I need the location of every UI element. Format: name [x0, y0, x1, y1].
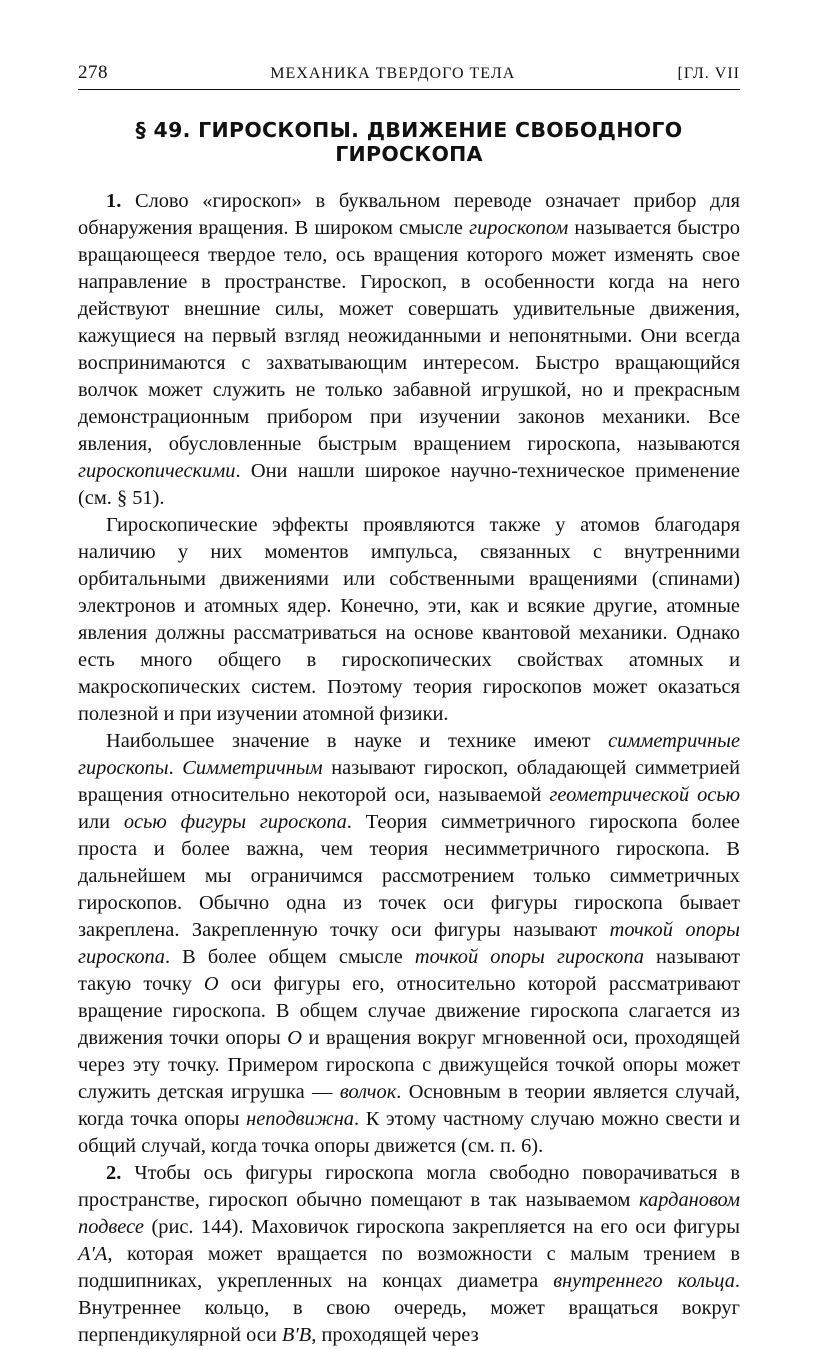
emphasis-text: неподвижна: [246, 1108, 355, 1130]
emphasis-text: внутреннего кольца: [553, 1270, 735, 1292]
text-run: и вращения вокруг мгновенной оси, проходящей через эту точку. Примером гироскопа с движущейся точкой опоры может служить детская игрушка —: [78, 1027, 740, 1103]
text-run: называют гироскоп, обладающей симметрией вращения относительно некоторой оси, называемой: [78, 757, 740, 806]
emphasis-text: A′A: [78, 1243, 108, 1265]
emphasis-text: Симметричным: [182, 757, 323, 779]
paragraph: [78, 512, 740, 728]
emphasis-text: точкой опоры гироскопа: [414, 946, 644, 968]
text-run: (рис. 144). Маховичок гироскопа закрепляется на его оси фигуры: [143, 1216, 740, 1238]
emphasis-text: кардановом подвесе: [78, 1189, 740, 1238]
emphasis-text: O: [287, 1027, 302, 1049]
emphasis-text: волчок: [339, 1081, 397, 1103]
text-run: Наибольшее значение в науке и технике имеют: [106, 730, 609, 752]
emphasis-text: гироскопом: [469, 217, 569, 239]
text-run: Гироскопические эффекты проявляются также у атомов благодаря наличию у них моментов импульса, связанных с внутренними орбитальными движениями или собственными вращениями (спинами) электронов и атомных ядер. Конечно, эти, как и всякие другие, атомные явления должны рассматриваться на основе квантовой механики. Однако есть много общего в гироскопических свойствах атомных и макроскопических систем. Поэтому теория гироскопов может оказаться полезной и при изучении атомной физики.: [78, 514, 740, 725]
paragraph: [78, 188, 740, 512]
chapter-marker: [ГЛ. VII: [677, 65, 740, 82]
text-run: называют такую точку: [78, 946, 741, 995]
text-run: , проходящей через: [311, 1324, 479, 1346]
text-run: . Основным в теории является случай, когда точка опоры: [78, 1081, 740, 1130]
text-run: . В более общем смысле: [164, 946, 415, 968]
text-run: называется быстро вращающееся твердое тело, ось вращения которого может изменять свое направление в пространстве. Гироскоп, в особенности когда на него действуют внешние силы, может совершать удивительные движения, кажущиеся на первый взгляд неожиданными и непонятными. Они всегда воспринимаются с захватывающим интересом. Быстро вращающийся волчок может служить не только забавной игрушкой, но и прекрасным демонстрационным прибором при изучении законов механики. Все явления, обусловленные быстрым вращением гироскопа, называются: [78, 217, 740, 455]
paragraph: [78, 1160, 740, 1349]
section-title: § 49. ГИРОСКОПЫ. ДВИЖЕНИЕ СВОБОДНОГО ГИРОСКОПА: [135, 118, 683, 166]
emphasis-text: O: [203, 973, 219, 995]
text-run: . Теория симметричного гироскопа более проста и более важна, чем теория несимметричного гироскопа. В дальнейшем мы ограничимся рассмотрением только симметричных гироскопов. Обычно одна из точек оси фигуры гироскопа бывает закреплена. Закрепленную точку оси фигуры называют: [78, 811, 740, 941]
text-run: или: [78, 811, 124, 833]
emphasis-text: симметричные гироскопы: [78, 730, 740, 779]
emphasis-text: геометрической осью: [549, 784, 740, 806]
page-number: 278: [78, 62, 108, 83]
text-run: Чтобы ось фигуры гироскопа могла свободно поворачиваться в пространстве, гироскоп обычно помещают в так называемом: [78, 1162, 740, 1211]
item-number: 1.: [106, 190, 122, 212]
text-run: . Внутреннее кольцо, в свою очередь, может вращаться вокруг перпендикулярной оси: [78, 1270, 740, 1346]
item-number: 2.: [106, 1162, 122, 1184]
emphasis-text: точкой опоры гироскопа: [78, 919, 740, 968]
running-head: [78, 62, 740, 90]
text-run: . Они нашли широкое научно-техническое применение (см. § 51).: [78, 460, 740, 509]
text-run: .: [168, 757, 183, 779]
running-title: МЕХАНИКА ТВЕРДОГО ТЕЛА: [270, 65, 516, 82]
body-text: [78, 188, 740, 1349]
emphasis-text: осью фигуры гироскопа: [123, 811, 347, 833]
text-run: оси фигуры его, относительно которой рассматривают вращение гироскопа. В общем случае движение гироскопа слагается из движения точки опоры: [78, 973, 740, 1049]
text-run: . К этому частному случаю можно свести и общий случай, когда точка опоры движется (см. п. 6).: [78, 1108, 740, 1157]
text-run: Слово «гироскоп» в буквальном переводе означает прибор для обнаружения вращения. В широком смысле: [78, 190, 740, 239]
paragraph: [78, 728, 740, 1160]
emphasis-text: гироскопическими: [78, 460, 236, 482]
text-run: , которая может вращается по возможности с малым трением в подшипниках, укрепленных на концах диаметра: [78, 1243, 740, 1292]
emphasis-text: B′B: [281, 1324, 312, 1346]
